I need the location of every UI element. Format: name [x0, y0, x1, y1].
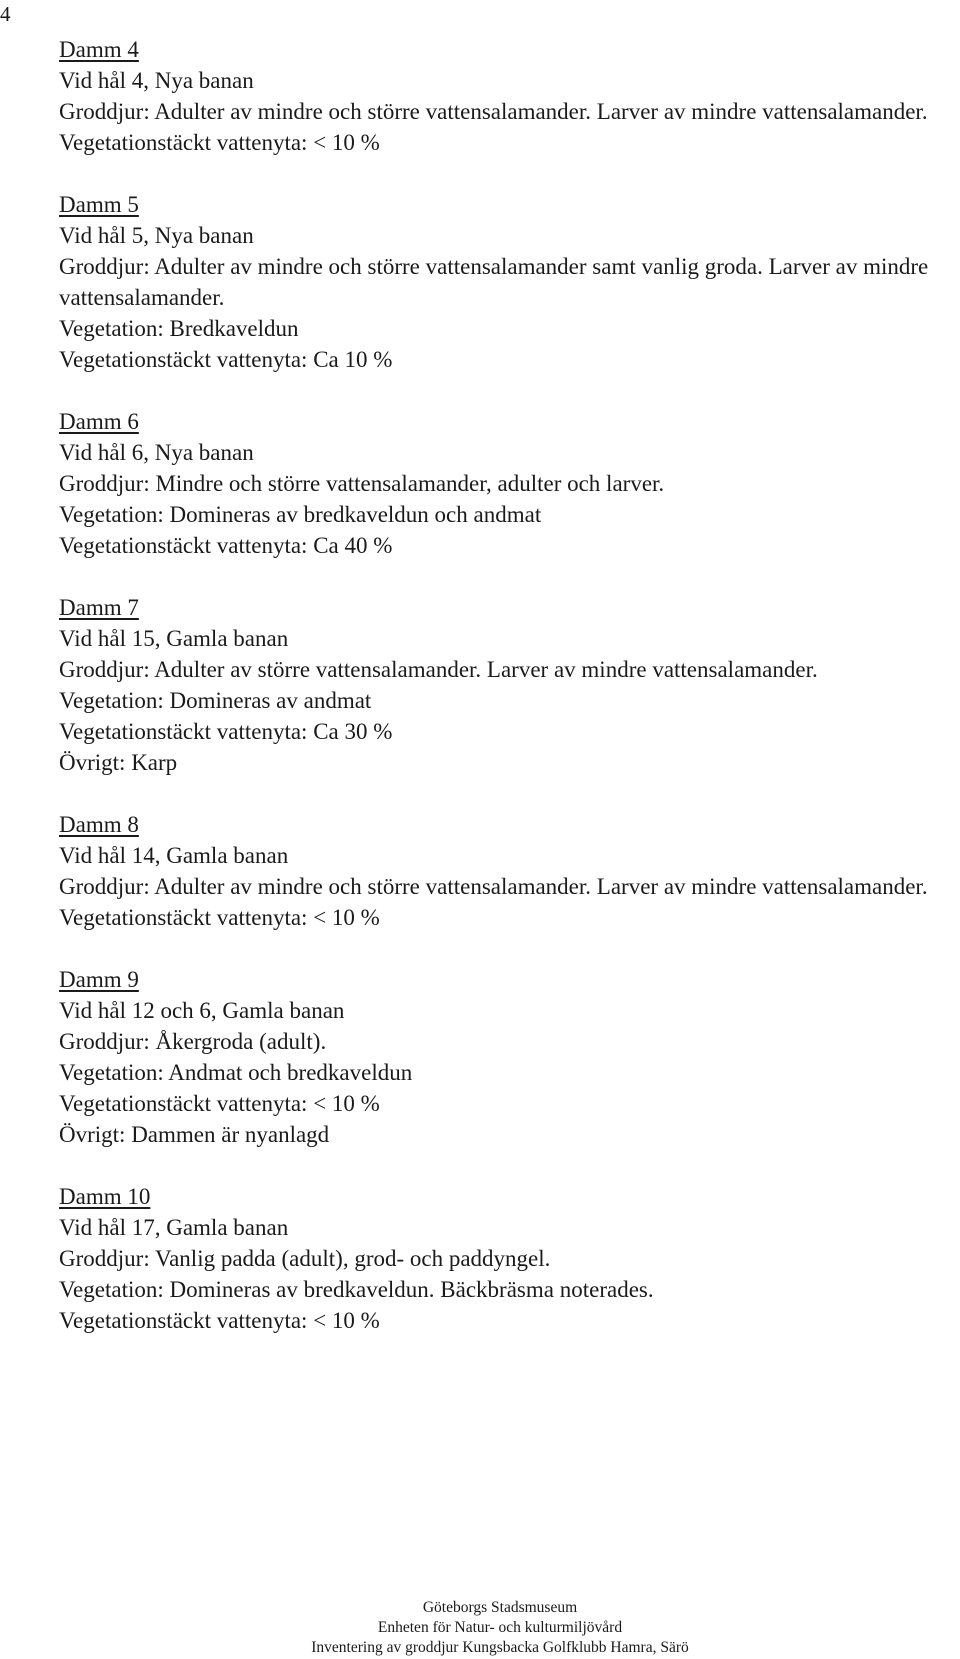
- pond-vegetation-cover: Vegetationstäckt vattenyta: Ca 40 %: [59, 533, 393, 558]
- pond-location: Vid hål 12 och 6, Gamla banan: [59, 998, 345, 1023]
- pond-section-9: [59, 964, 939, 1150]
- pond-vegetation: Vegetation: Domineras av andmat: [59, 688, 372, 713]
- pond-vegetation-cover: Vegetationstäckt vattenyta: < 10 %: [59, 905, 380, 930]
- pond-title: Damm 10: [59, 1184, 151, 1209]
- pond-vegetation-cover: Vegetationstäckt vattenyta: < 10 %: [59, 1091, 380, 1116]
- pond-vegetation: Vegetation: Andmat och bredkaveldun: [59, 1060, 413, 1085]
- pond-location: Vid hål 6, Nya banan: [59, 440, 254, 465]
- footer-organization: Göteborgs Stadsmuseum: [422, 1599, 578, 1616]
- footer-report-title: Inventering av groddjur Kungsbacka Golfklubb Hamra, Särö: [311, 1639, 689, 1656]
- pond-section-8: [59, 809, 939, 933]
- pond-title: Damm 4: [59, 37, 139, 62]
- page-footer: [0, 1598, 960, 1658]
- pond-location: Vid hål 5, Nya banan: [59, 223, 254, 248]
- footer-department: Enheten för Natur- och kulturmiljövård: [377, 1619, 623, 1636]
- pond-section-7: [59, 592, 939, 778]
- pond-title: Damm 8: [59, 812, 139, 837]
- document-body: [59, 34, 939, 1367]
- pond-title: Damm 6: [59, 409, 139, 434]
- pond-amphibians: Groddjur: Adulter av mindre och större vattensalamander. Larver av mindre vattensalamander.: [59, 99, 928, 124]
- pond-title: Damm 9: [59, 967, 139, 992]
- pond-vegetation: Vegetation: Domineras av bredkaveldun. Bäckbräsma noterades.: [59, 1277, 654, 1302]
- pond-amphibians: Groddjur: Mindre och större vattensalamander, adulter och larver.: [59, 471, 665, 496]
- page-number: 4: [0, 2, 11, 26]
- pond-title: Damm 7: [59, 595, 139, 620]
- pond-title: Damm 5: [59, 192, 139, 217]
- pond-section-6: [59, 406, 939, 561]
- pond-location: Vid hål 17, Gamla banan: [59, 1215, 289, 1240]
- pond-amphibians: Groddjur: Åkergroda (adult).: [59, 1029, 327, 1054]
- pond-location: Vid hål 4, Nya banan: [59, 68, 254, 93]
- pond-vegetation-cover: Vegetationstäckt vattenyta: < 10 %: [59, 130, 380, 155]
- pond-vegetation-cover: Vegetationstäckt vattenyta: Ca 10 %: [59, 347, 393, 372]
- pond-amphibians: Groddjur: Adulter av mindre och större vattensalamander samt vanlig groda. Larver av mindre vattensalamander.: [59, 254, 929, 310]
- pond-section-10: [59, 1181, 939, 1336]
- pond-amphibians: Groddjur: Adulter av större vattensalamander. Larver av mindre vattensalamander.: [59, 657, 818, 682]
- pond-other: Övrigt: Dammen är nyanlagd: [59, 1122, 330, 1147]
- pond-vegetation: Vegetation: Domineras av bredkaveldun och andmat: [59, 502, 542, 527]
- pond-amphibians: Groddjur: Adulter av mindre och större vattensalamander. Larver av mindre vattensalamander.: [59, 874, 928, 899]
- pond-location: Vid hål 14, Gamla banan: [59, 843, 289, 868]
- pond-vegetation-cover: Vegetationstäckt vattenyta: < 10 %: [59, 1308, 380, 1333]
- pond-other: Övrigt: Karp: [59, 750, 178, 775]
- pond-amphibians: Groddjur: Vanlig padda (adult), grod- och paddyngel.: [59, 1246, 551, 1271]
- pond-vegetation-cover: Vegetationstäckt vattenyta: Ca 30 %: [59, 719, 393, 744]
- pond-section-5: [59, 189, 939, 375]
- pond-section-4: [59, 34, 939, 158]
- pond-vegetation: Vegetation: Bredkaveldun: [59, 316, 299, 341]
- pond-location: Vid hål 15, Gamla banan: [59, 626, 289, 651]
